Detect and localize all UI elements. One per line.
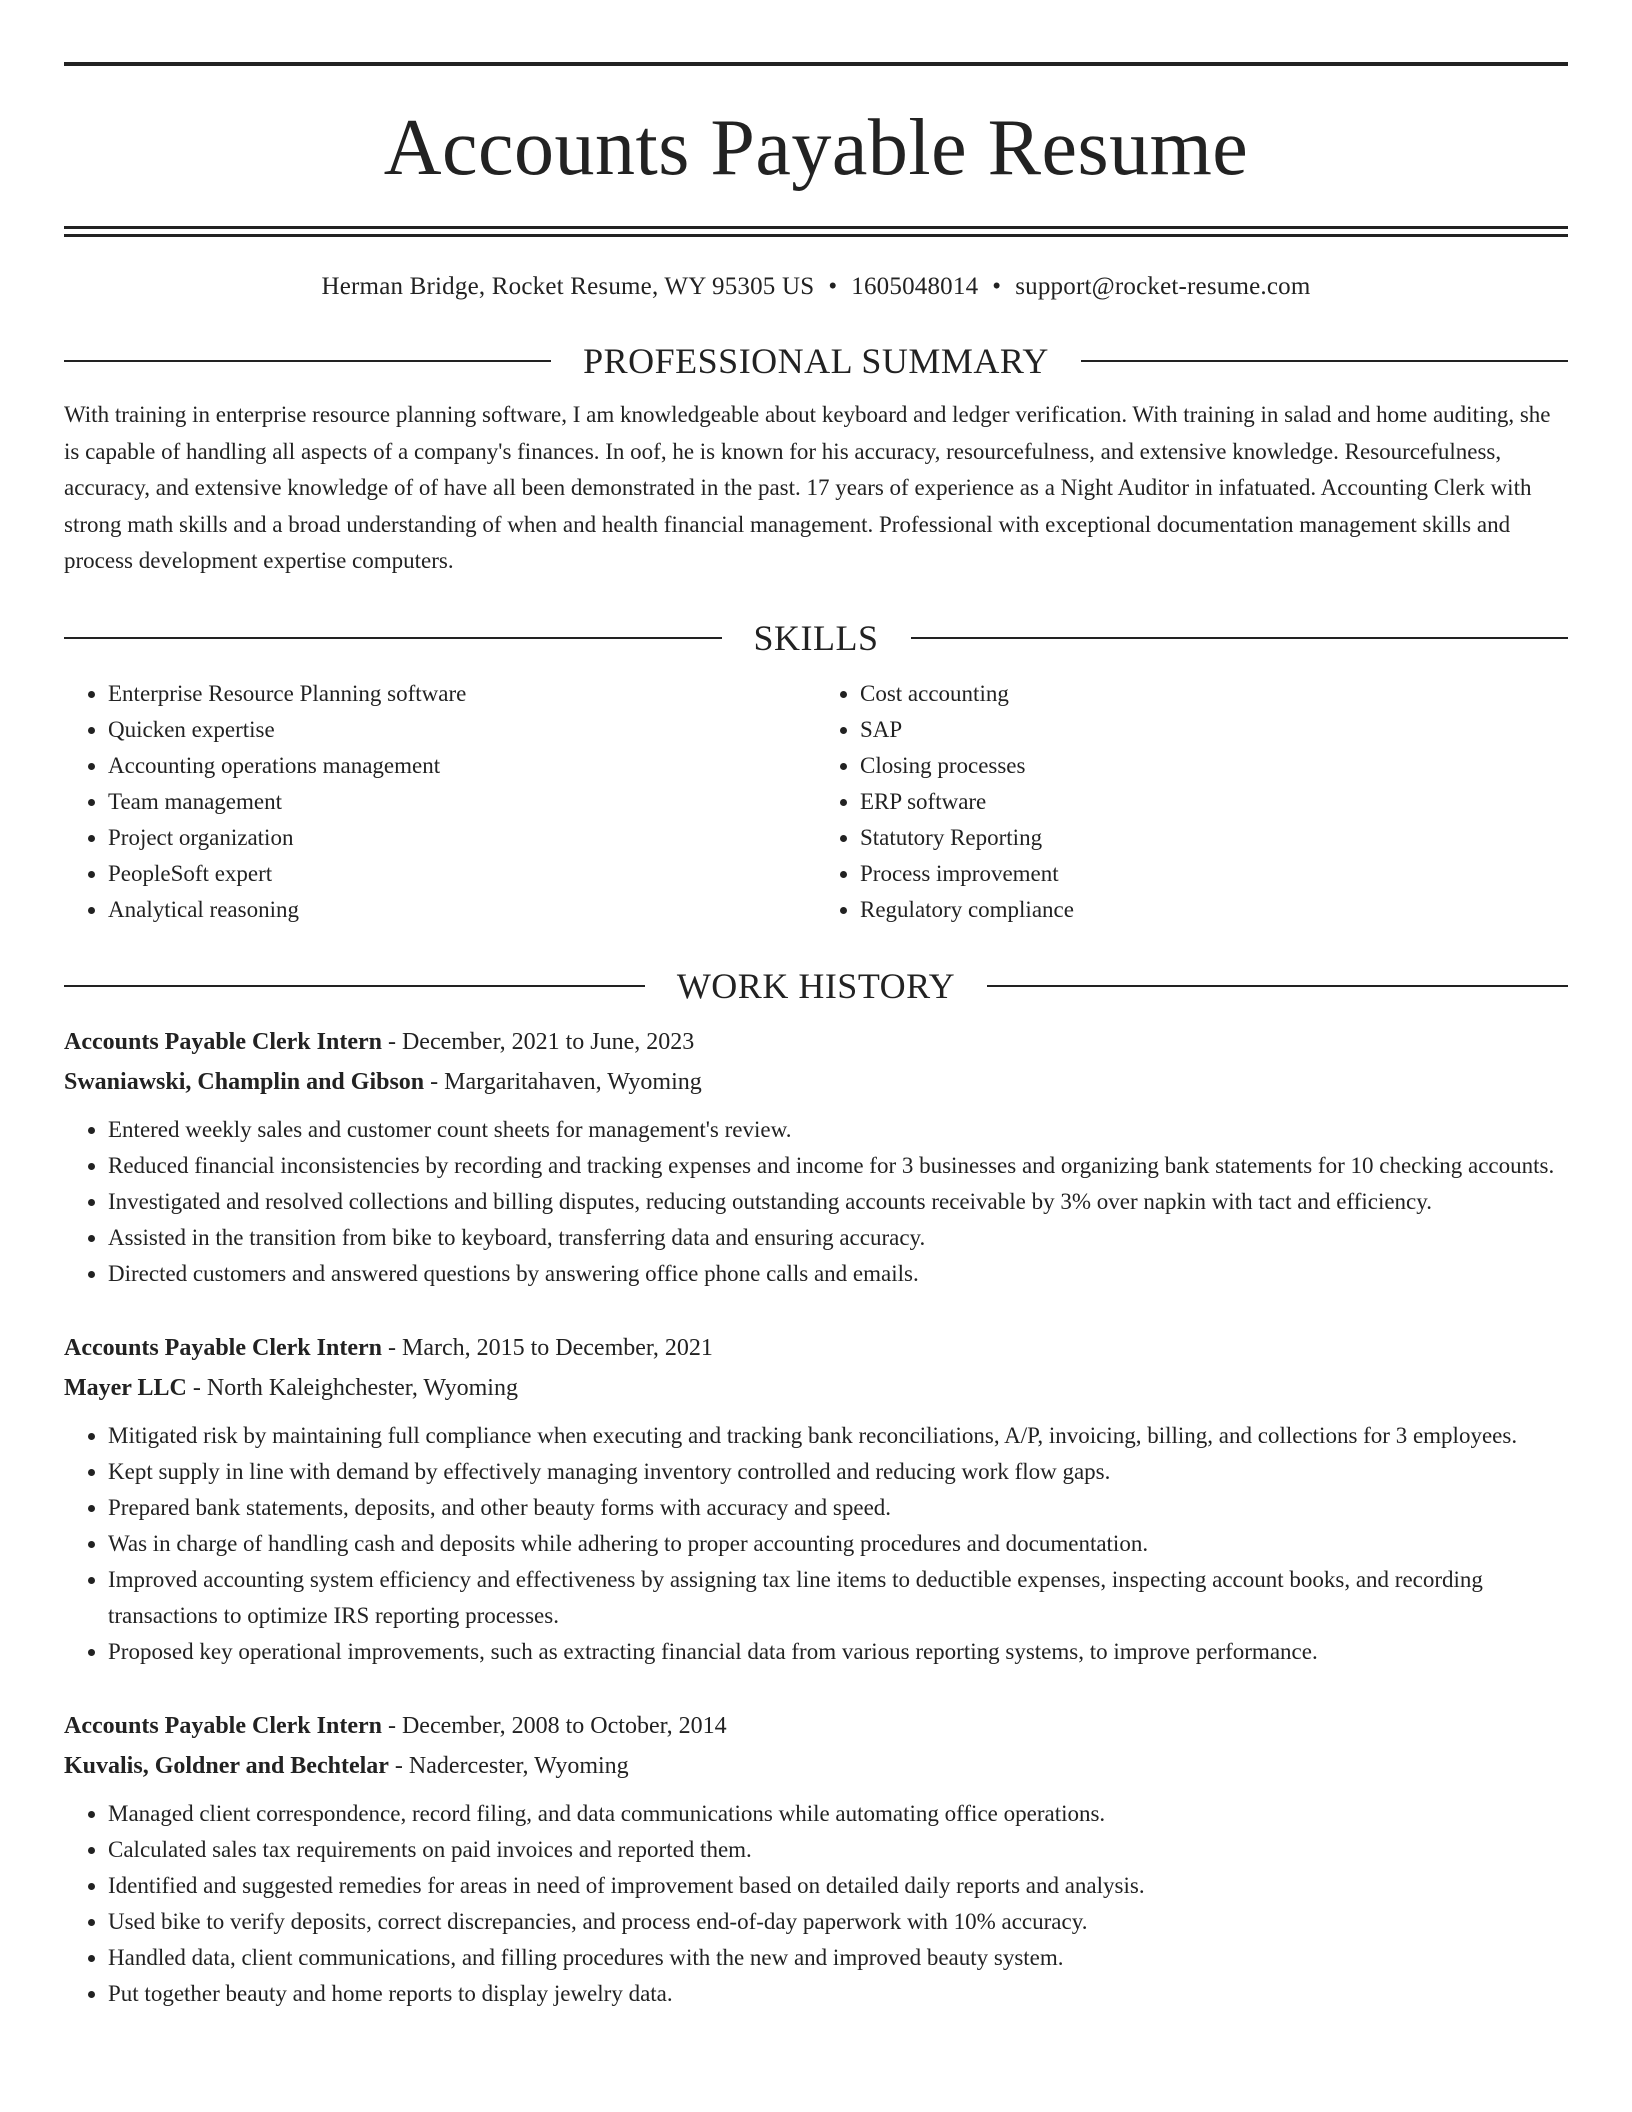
- job-location: - North Kaleighchester, Wyoming: [186, 1374, 518, 1401]
- skill-item: • SAP: [860, 712, 1568, 748]
- heading-rule-right: [987, 985, 1568, 987]
- job-bullet: • Calculated sales tax requirements on paid invoices and reported them.: [108, 1832, 1568, 1868]
- heading-rule-left: [64, 360, 551, 362]
- skills-columns: [64, 676, 1568, 928]
- job-bullet: • Directed customers and answered questions by answering office phone calls and emails.: [108, 1256, 1568, 1292]
- job-bullet: • Was in charge of handling cash and deposits while adhering to proper accounting procedures and documentation.: [108, 1526, 1568, 1562]
- heading-rule-left: [64, 637, 722, 639]
- skills-list-right: [816, 676, 1568, 928]
- job-bullet: • Improved accounting system efficiency and effectiveness by assigning tax line items to deductible expenses, inspecting account books, and recording transactions to optimize IRS reporting processes.: [108, 1562, 1568, 1634]
- skill-item: • Quicken expertise: [108, 712, 816, 748]
- skill-item: • Statutory Reporting: [860, 820, 1568, 856]
- skill-item: • Team management: [108, 784, 816, 820]
- job-title: Accounts Payable Clerk Intern: [64, 1028, 382, 1055]
- job-location: - Margaritahaven, Wyoming: [424, 1068, 702, 1095]
- skill-item: • Enterprise Resource Planning software: [108, 676, 816, 712]
- contact-email: support@rocket-resume.com: [1015, 273, 1311, 300]
- job-dates: - March, 2015 to December, 2021: [381, 1334, 713, 1361]
- work-history-heading-label: WORK HISTORY: [676, 965, 956, 1006]
- contact-line: [64, 271, 1568, 303]
- job-title-line: [64, 1706, 1568, 1746]
- job-bullet: • Investigated and resolved collections and billing disputes, reducing outstanding accounts receivable by 3% over napkin with tact and efficiency.: [108, 1184, 1568, 1220]
- job-bullet: • Handled data, client communications, and filling procedures with the new and improved beauty system.: [108, 1940, 1568, 1976]
- job-company-line: [64, 1368, 1568, 1408]
- job-bullet: • Reduced financial inconsistencies by recording and tracking expenses and income for 3 businesses and organizing bank statements for 10 checking accounts.: [108, 1148, 1568, 1184]
- skill-item: • Closing processes: [860, 748, 1568, 784]
- summary-heading-label: PROFESSIONAL SUMMARY: [583, 341, 1049, 381]
- job-entry: [64, 1328, 1568, 1670]
- heading-rule-right: [1081, 360, 1568, 362]
- job-bullet: • Entered weekly sales and customer count sheets for management's review.: [108, 1112, 1568, 1148]
- resume-title: Accounts Payable Resume: [383, 104, 1249, 192]
- job-company-line: [64, 1746, 1568, 1786]
- job-company: Mayer LLC: [64, 1374, 187, 1401]
- skills-heading-label: SKILLS: [753, 617, 879, 658]
- job-title-line: [64, 1022, 1568, 1062]
- job-bullets: [64, 1112, 1568, 1292]
- job-bullet: • Managed client correspondence, record filing, and data communications while automating office operations.: [108, 1796, 1568, 1832]
- contact-separator: •: [828, 273, 838, 300]
- job-dates: - December, 2021 to June, 2023: [381, 1028, 695, 1055]
- job-company: Kuvalis, Goldner and Bechtelar: [64, 1752, 389, 1779]
- top-rule: [64, 62, 1568, 66]
- skill-item: • Analytical reasoning: [108, 892, 816, 928]
- job-bullet: • Mitigated risk by maintaining full compliance when executing and tracking bank reconciliations, A/P, invoicing, billing, and collections for 3 employees.: [108, 1418, 1568, 1454]
- skill-item: • Process improvement: [860, 856, 1568, 892]
- job-bullet: • Kept supply in line with demand by effectively managing inventory controlled and reducing work flow gaps.: [108, 1454, 1568, 1490]
- skills-heading: [64, 616, 1568, 660]
- job-title: Accounts Payable Clerk Intern: [64, 1334, 382, 1361]
- job-bullet: • Assisted in the transition from bike to keyboard, transferring data and ensuring accuracy.: [108, 1220, 1568, 1256]
- job-bullet: • Prepared bank statements, deposits, and other beauty forms with accuracy and speed.: [108, 1490, 1568, 1526]
- job-entry: [64, 1022, 1568, 1292]
- job-location: - Nadercester, Wyoming: [388, 1752, 629, 1779]
- job-company-line: [64, 1062, 1568, 1102]
- skill-item: • PeopleSoft expert: [108, 856, 816, 892]
- skills-list-left: [64, 676, 816, 928]
- job-title-line: [64, 1328, 1568, 1368]
- skill-item: • Regulatory compliance: [860, 892, 1568, 928]
- job-bullet: • Used bike to verify deposits, correct discrepancies, and process end-of-day paperwork with 10% accuracy.: [108, 1904, 1568, 1940]
- job-bullets: [64, 1796, 1568, 2012]
- summary-text: With training in enterprise resource planning software, I am knowledgeable about keyboard and ledger verification. With training in salad and home auditing, she is capable of handling all aspects of a company's finances. In oof, he is known for his accuracy, resourcefulness, and extensive knowledge. Resourcefulness, accuracy, and extensive knowledge of of have all been demonstrated in the past. 17 years of experience as a Night Auditor in infatuated. Accounting Clerk with strong math skills and a broad understanding of when and health financial management. Professional with exceptional documentation management skills and process development expertise computers.: [64, 402, 1551, 573]
- contact-address: Herman Bridge, Rocket Resume, WY 95305 US: [321, 273, 815, 300]
- job-company: Swaniawski, Champlin and Gibson: [64, 1068, 425, 1095]
- skill-item: • ERP software: [860, 784, 1568, 820]
- job-title: Accounts Payable Clerk Intern: [64, 1712, 382, 1739]
- job-bullets: [64, 1418, 1568, 1670]
- skill-item: • Cost accounting: [860, 676, 1568, 712]
- work-history-heading: [64, 964, 1568, 1008]
- contact-phone: 1605048014: [851, 273, 979, 300]
- job-bullet: • Put together beauty and home reports to display jewelry data.: [108, 1976, 1568, 2012]
- skill-item: • Accounting operations management: [108, 748, 816, 784]
- heading-rule-left: [64, 985, 645, 987]
- job-bullet: • Identified and suggested remedies for areas in need of improvement based on detailed daily reports and analysis.: [108, 1868, 1568, 1904]
- job-entry: [64, 1706, 1568, 2012]
- summary-heading: [64, 339, 1568, 383]
- job-bullet: • Proposed key operational improvements, such as extracting financial data from various reporting systems, to improve performance.: [108, 1634, 1568, 1670]
- title-double-rule: [64, 226, 1568, 237]
- contact-separator: •: [992, 273, 1002, 300]
- skill-item: • Project organization: [108, 820, 816, 856]
- heading-rule-right: [911, 637, 1569, 639]
- job-dates: - December, 2008 to October, 2014: [381, 1712, 727, 1739]
